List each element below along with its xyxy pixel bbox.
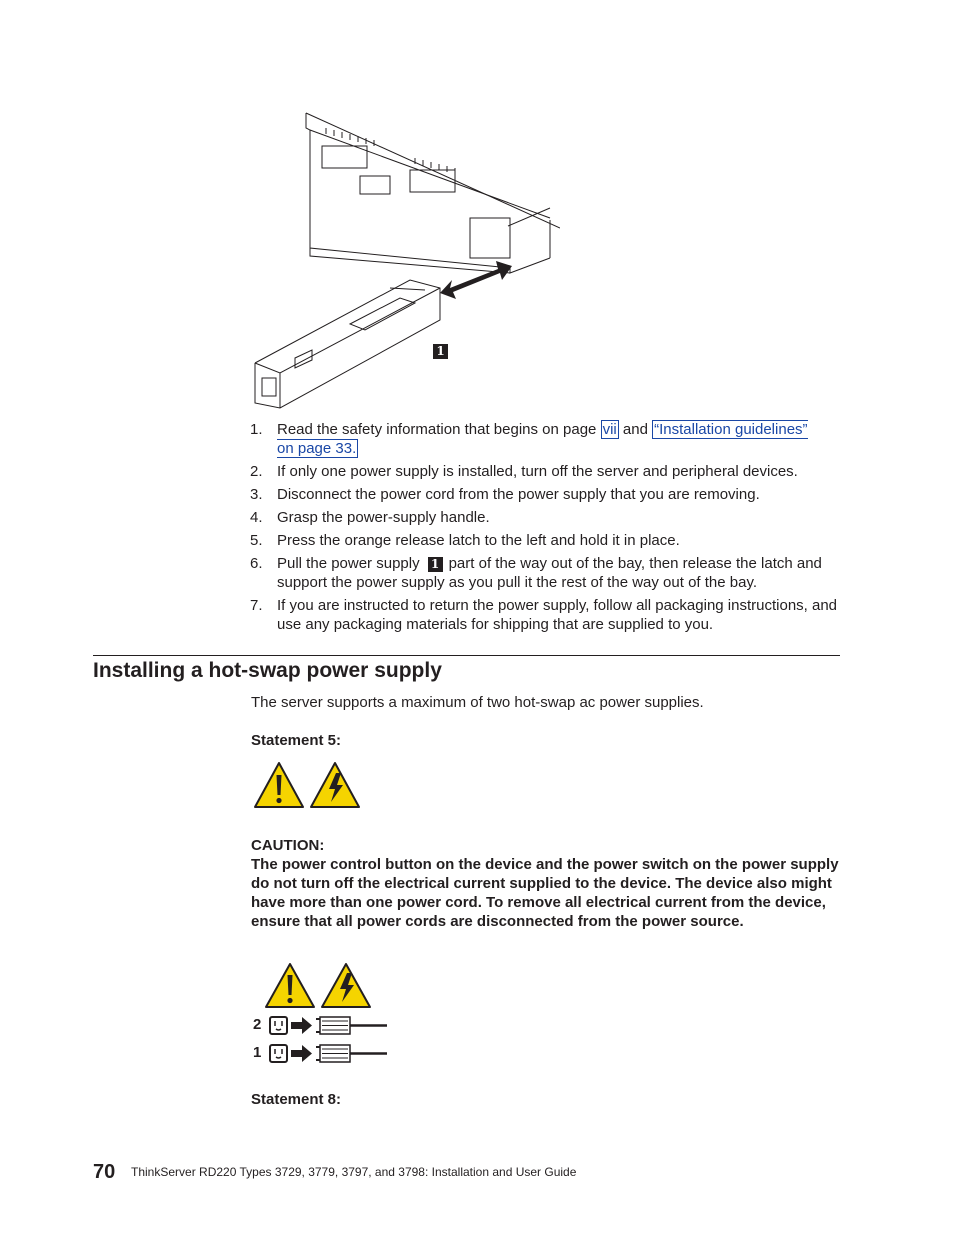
list-item [250, 531, 850, 550]
step-text: Press the orange release latch to the left and hold it in place. [277, 532, 680, 549]
power-plug-icon [316, 1045, 387, 1062]
step-number: 1. [250, 421, 263, 438]
step-text: Disconnect the power cord from the power supply that you are removing. [277, 486, 760, 503]
section-rule [93, 655, 840, 656]
statement-5-label: Statement 5: [251, 732, 342, 749]
arrow-icon [291, 1017, 312, 1034]
step-text: and [618, 421, 653, 438]
statement-5-icons [254, 761, 364, 809]
cord-label-1: 1 [253, 1044, 262, 1061]
caution-text: The power control button on the device and the power switch on the power supply do not turn off the electrical current supplied to the device. The device also might have more than one power cord. To remove all electrical current from the device, ensure that all power cords are disconnected from the power source. [251, 856, 839, 930]
power-cord-diagram [250, 961, 390, 1066]
step-number: 2. [250, 463, 263, 480]
step-text: Pull the power supply [277, 555, 420, 572]
list-item [250, 596, 850, 634]
electrical-hazard-icon [322, 964, 370, 1007]
exclamation-warning-icon [255, 763, 303, 807]
list-item [250, 485, 850, 504]
callout-1: 1 [428, 557, 443, 572]
outlet-icon [270, 1045, 287, 1062]
statement-8-label: Statement 8: [251, 1091, 342, 1108]
link-text: “Installation guidelines” [654, 421, 808, 438]
step-number: 5. [250, 532, 263, 549]
list-item [250, 420, 850, 458]
removal-steps-list [250, 420, 850, 638]
multiple-power-cords-figure [250, 961, 390, 1066]
arrow-icon [291, 1045, 312, 1062]
step-text: part of the way out of the bay, then release the latch and support the power supply as you pull it the rest of the way out of the bay. [277, 555, 822, 591]
figure-callout-1: 1 [433, 344, 448, 359]
list-item [250, 554, 850, 592]
step-text: If only one power supply is installed, turn off the server and peripheral devices. [277, 463, 798, 480]
list-item [250, 508, 850, 527]
step-text: Grasp the power-supply handle. [277, 509, 490, 526]
step-text: Read the safety information that begins on page [277, 421, 601, 438]
step-number: 4. [250, 509, 263, 526]
cord-label-2: 2 [253, 1016, 262, 1033]
section-heading: Installing a hot-swap power supply [93, 659, 442, 682]
caution-label: CAUTION: [251, 837, 325, 854]
server-illustration [250, 108, 560, 413]
electrical-hazard-icon [311, 763, 359, 807]
step-number: 7. [250, 597, 263, 614]
link-text: on page 33. [277, 440, 357, 457]
footer-title: ThinkServer RD220 Types 3729, 3779, 3797, and 3798: Installation and User Guide [131, 1165, 577, 1179]
exclamation-warning-icon [266, 964, 314, 1007]
outlet-icon [270, 1017, 287, 1034]
page-number: 70 [93, 1161, 116, 1183]
safety-info-link[interactable]: vii [602, 421, 617, 438]
section-intro: The server supports a maximum of two hot-swap ac power supplies. [251, 694, 704, 711]
power-plug-icon [316, 1017, 387, 1034]
step-text: If you are instructed to return the power supply, follow all packaging instructions, and use any packaging materials for shipping that are supplied to you. [277, 597, 838, 633]
power-supply-removal-figure [250, 108, 560, 413]
step-number: 6. [250, 555, 263, 572]
step-number: 3. [250, 486, 263, 503]
list-item [250, 462, 850, 481]
